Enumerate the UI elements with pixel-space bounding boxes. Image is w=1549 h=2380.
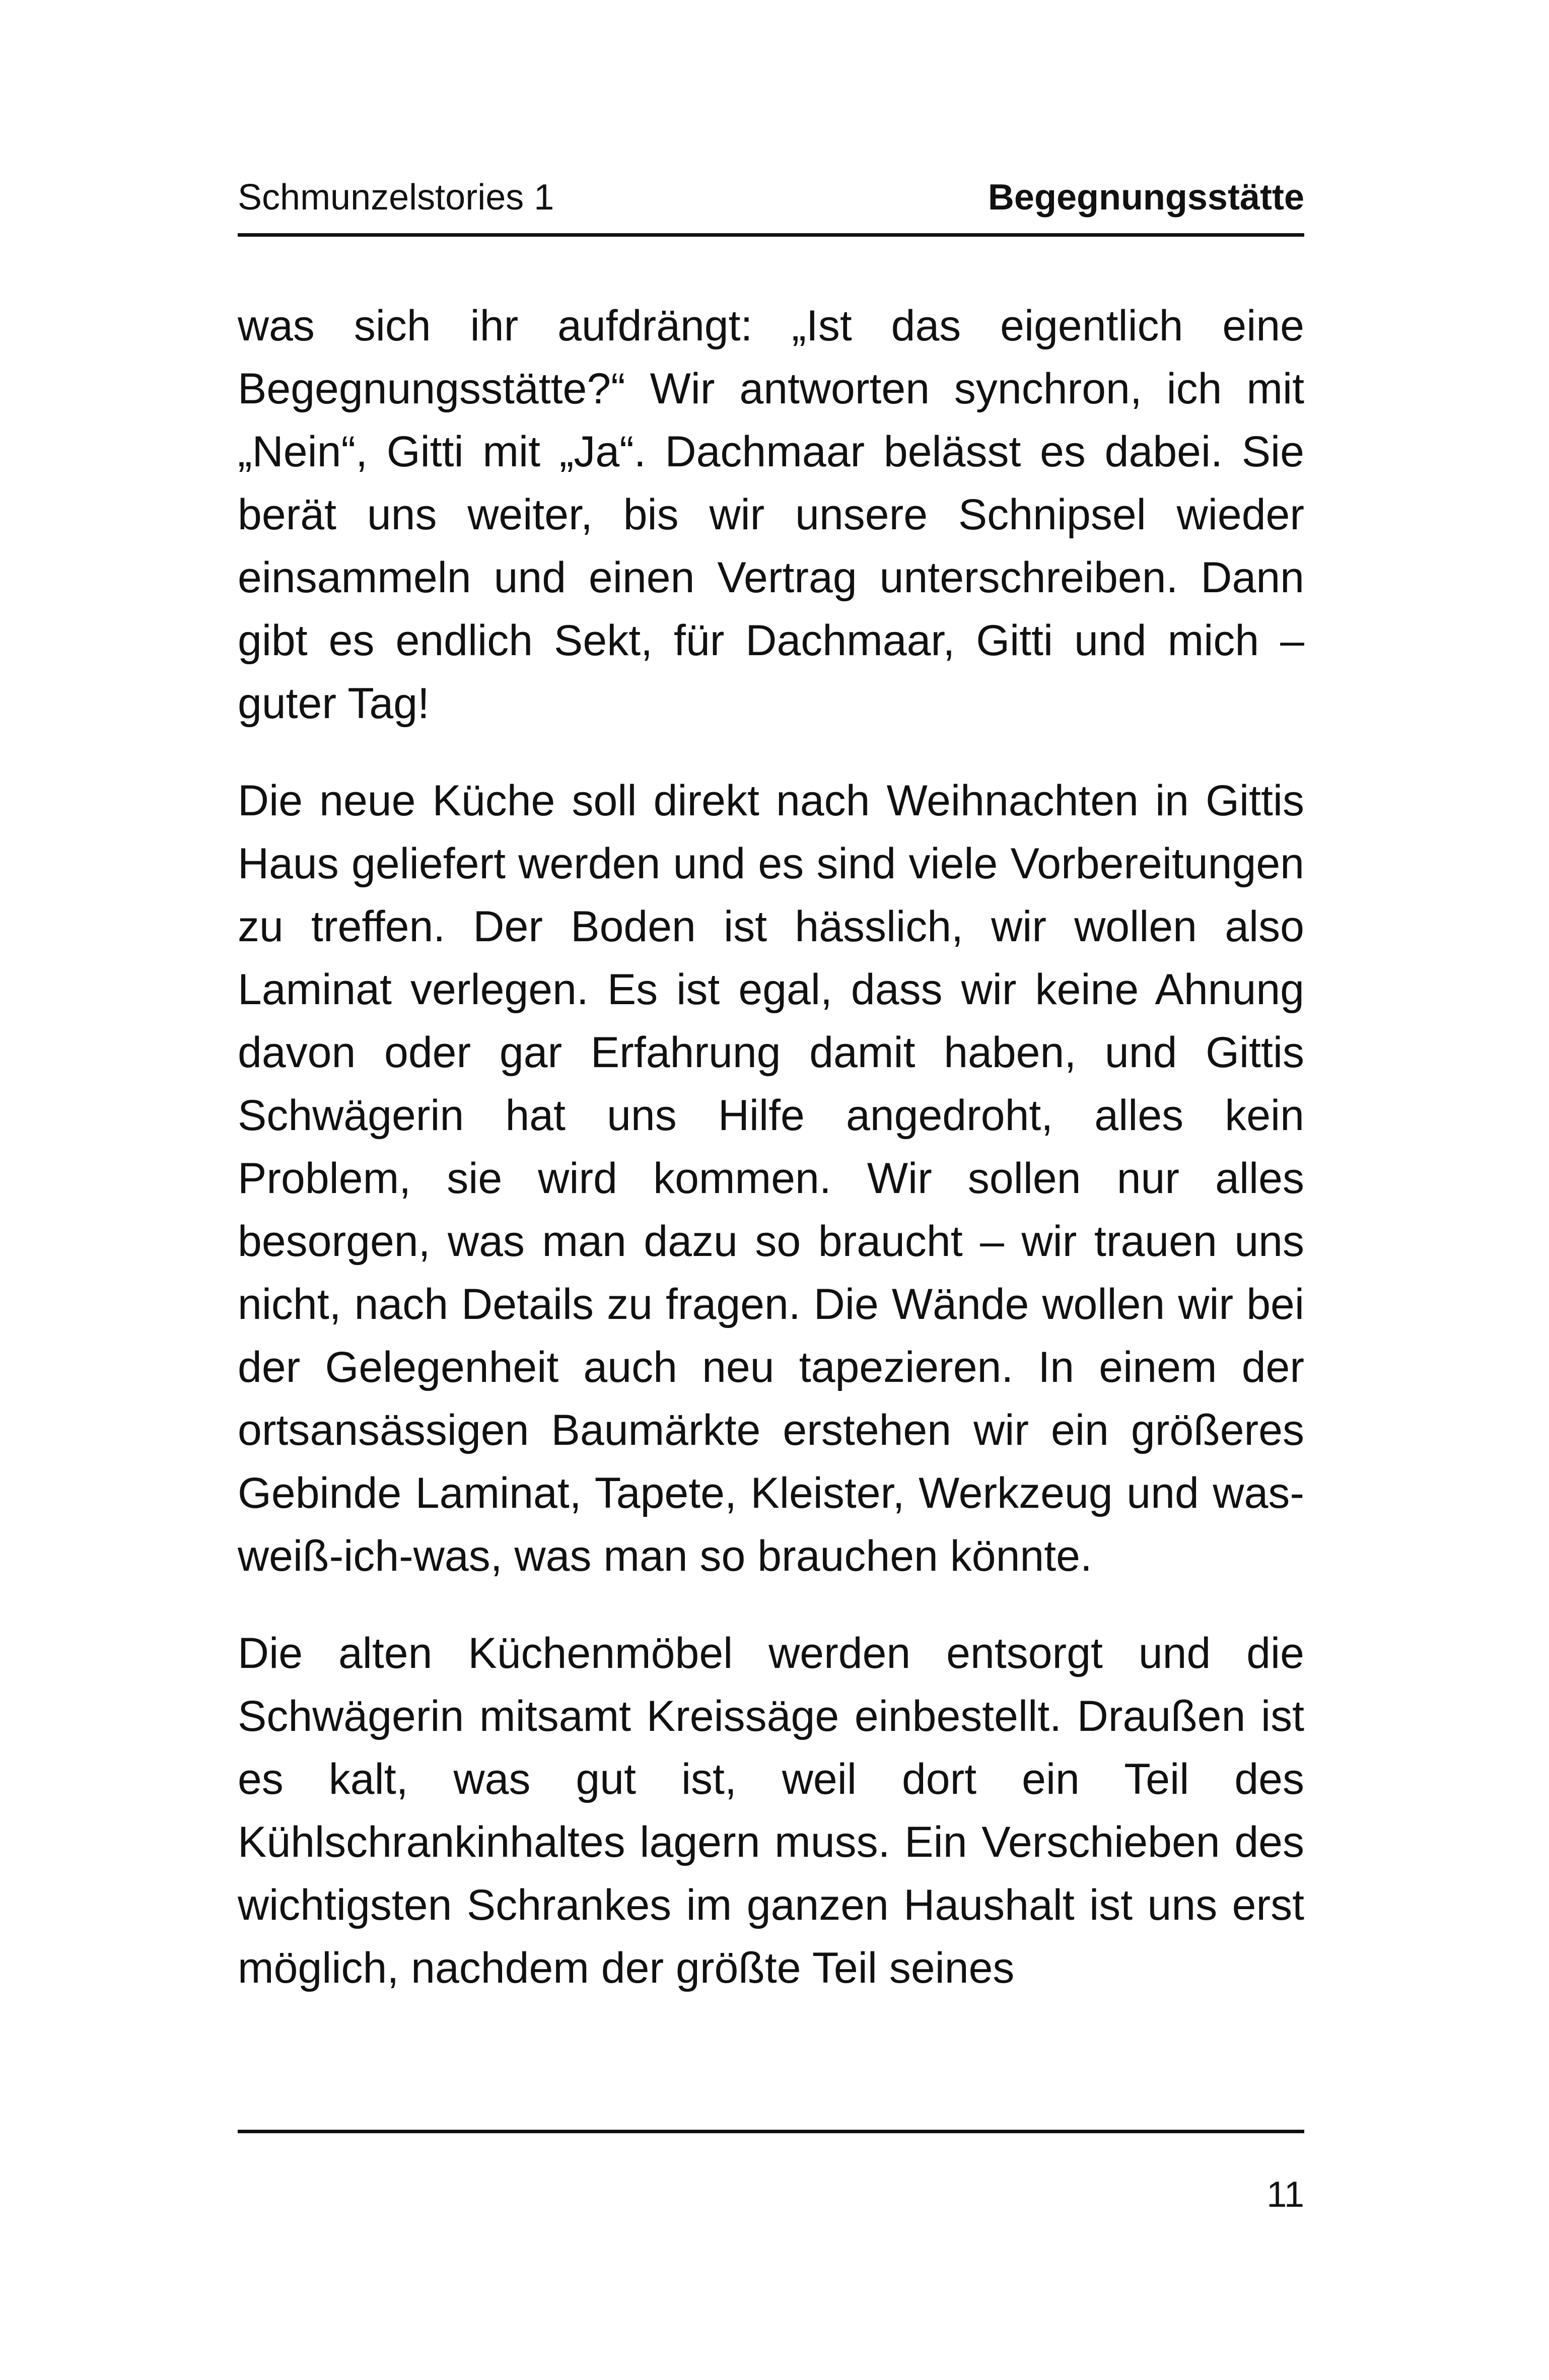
header-divider [238, 233, 1304, 237]
chapter-title: Begegnungsstätte [988, 177, 1304, 218]
running-header [238, 177, 1304, 218]
paragraph-3: Die alten Küchenmöbel werden entsorgt und die Schwägerin mitsamt Kreissäge einbestellt. Draußen ist es kalt, was gut ist, weil dort ein Teil des Kühlschrankinhaltes lagern muss. Ein Verschieben des wichtigsten Schrankes im ganzen Haushalt ist uns erst möglich, nachdem der größte Teil seines [238, 1629, 1304, 1992]
footer-divider [238, 2130, 1304, 2133]
body-text [238, 295, 1304, 2034]
paragraph-2: Die neue Küche soll direkt nach Weihnachten in Gittis Haus geliefert werden und es sind viele Vorbereitungen zu treffen. Der Boden ist hässlich, wir wollen also Laminat verlegen. Es ist egal, dass wir keine Ahnung davon oder gar Erfahrung damit haben, und Gittis Schwägerin hat uns Hilfe angedroht, alles kein Problem, sie wird kommen. Wir sollen nur alles besorgen, was man dazu so braucht – wir trauen uns nicht, nach Details zu fragen. Die Wände wollen wir bei der Gelegenheit auch neu tapezieren. In einem der ortsansässigen Baumärkte erstehen wir ein größeres Gebinde Laminat, Tapete, Kleister, Werkzeug und was-weiß-ich-was, was man so brauchen könnte. [238, 777, 1304, 1580]
page-number: 11 [1266, 2175, 1304, 2215]
book-title: Schmunzelstories 1 [238, 177, 554, 218]
paragraph-1: was sich ihr aufdrängt: „Ist das eigentlich eine Begegnungsstätte?“ Wir antworten synchron, ich mit „Nein“, Gitti mit „Ja“. Dachmaar belässt es dabei. Sie berät uns weiter, bis wir unsere Schnipsel wieder einsammeln und einen Vertrag unterschreiben. Dann gibt es endlich Sekt, für Dachmaar, Gitti und mich – guter Tag! [238, 302, 1304, 728]
